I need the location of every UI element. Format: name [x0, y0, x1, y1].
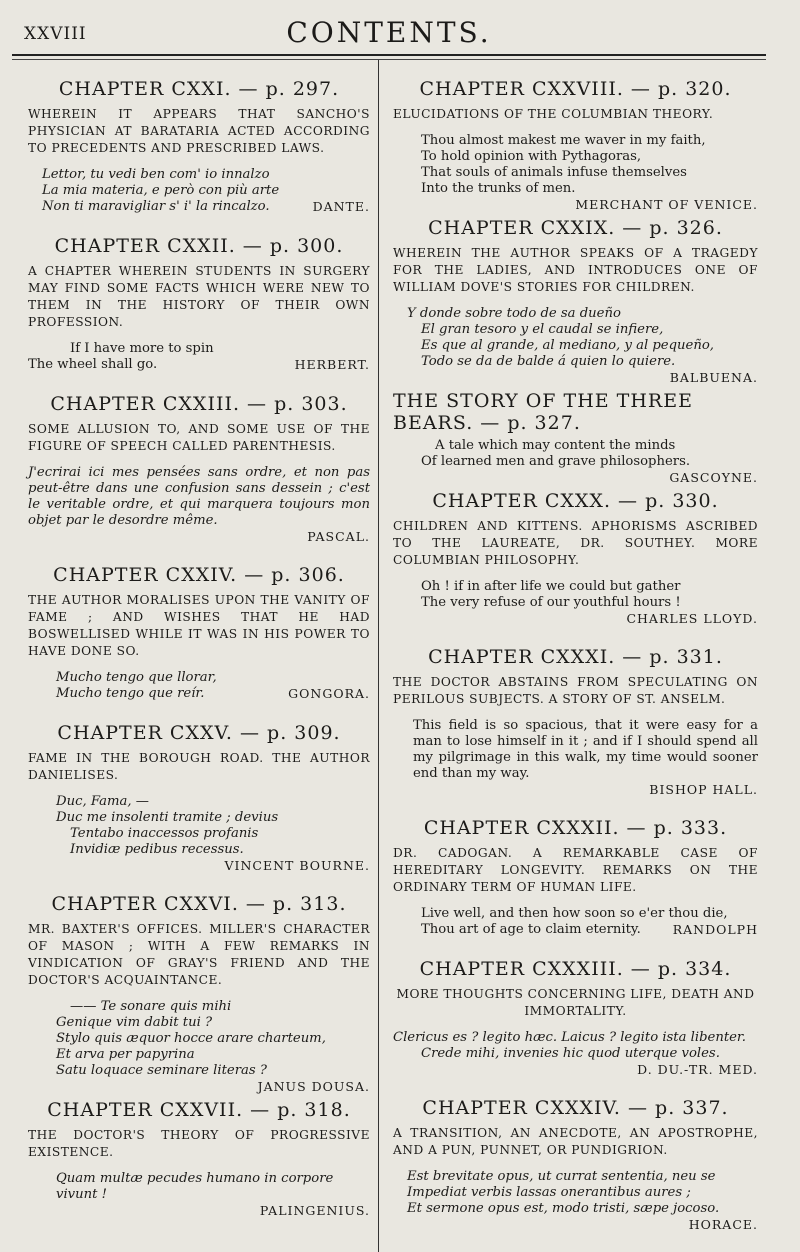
- epigraph-line: Clericus es ? legito hæc. Laicus ? legito ista libenter.: [393, 1030, 746, 1045]
- epigraph: [393, 306, 758, 385]
- chapter-description: THE DOCTOR ABSTAINS FROM SPECULATING ON PERILOUS SUBJECTS. A STORY OF ST. ANSELM.: [393, 675, 758, 706]
- epigraph-line: Es que al grande, al mediano, y al pequeño,: [421, 338, 714, 353]
- chapter-title: CHAPTER CXXV. — p. 309.: [57, 722, 341, 744]
- attribution: MERCHANT OF VENICE.: [575, 197, 758, 212]
- epigraph: [28, 999, 370, 1094]
- epigraph-line: Genique vim dabit tui ?: [56, 1015, 213, 1030]
- chapter-description: DR. CADOGAN. A REMARKABLE CASE OF HEREDITARY LONGEVITY. REMARKS ON THE ORDINARY TERM OF HUMAN LIFE.: [393, 846, 758, 894]
- epigraph-line: [28, 686, 370, 702]
- chapter-entry: [28, 1099, 370, 1218]
- chapter-entry: [28, 235, 370, 373]
- chapter-entry: [393, 490, 758, 626]
- chapter-title: CHAPTER CXXIX. — p. 326.: [428, 217, 723, 239]
- chapter-title: CHAPTER CXXXIII. — p. 334.: [419, 958, 732, 980]
- page-header: [12, 14, 766, 56]
- chapter-entry: [393, 217, 758, 385]
- running-title: CONTENTS.: [286, 16, 492, 49]
- chapter-description: A CHAPTER WHEREIN STUDENTS IN SURGERY MAY FIND SOME FACTS WHICH WERE NEW TO THEM IN THE HISTORY OF THEIR OWN PROFESSION.: [28, 264, 370, 329]
- attribution: BALBUENA.: [669, 370, 758, 385]
- chapter-entry: [393, 646, 758, 797]
- epigraph: [393, 906, 758, 938]
- chapter-description: FAME IN THE BOROUGH ROAD. THE AUTHOR DANIELISES.: [28, 751, 370, 782]
- epigraph-line: [393, 354, 758, 385]
- epigraph-line: [28, 357, 370, 373]
- epigraph-line: [393, 454, 758, 485]
- chapter-description: MORE THOUGHTS CONCERNING LIFE, DEATH AND IMMORTALITY.: [396, 987, 755, 1018]
- epigraph-line: J'ecrirai ici mes pensées sans ordre, et non pas peut-être dans une confusion sans dessein ; c'est le veritable ordre, et qui marquera toujours mon objet par le desordre même.: [28, 465, 370, 528]
- attribution: JANUS DOUSA.: [257, 1079, 370, 1094]
- epigraph-line: Crede mihi, invenies hic quod uterque voles.: [421, 1046, 720, 1061]
- epigraph-line: Et sermone opus est, modo tristi, sæpe jocoso.: [407, 1201, 720, 1216]
- attribution: PASCAL.: [307, 529, 370, 544]
- epigraph: [28, 167, 370, 215]
- chapter-title: CHAPTER CXXXIV. — p. 337.: [422, 1097, 729, 1119]
- epigraph-line: [393, 922, 758, 938]
- chapter-description: THE AUTHOR MORALISES UPON THE VANITY OF FAME ; AND WISHES THAT HE HAD BOSWELLISED WHILE IT WAS IN HIS POWER TO HAVE DONE SO.: [28, 593, 370, 658]
- epigraph: [28, 465, 370, 544]
- epigraph-line: Live well, and then how soon so e'er thou die,: [421, 906, 728, 921]
- attribution: GONGORA.: [288, 686, 370, 701]
- epigraph: [28, 1171, 370, 1218]
- chapter-entry: [393, 817, 758, 938]
- attribution: DANTE.: [312, 199, 370, 214]
- epigraph-line: Et arva per papyrina: [56, 1047, 195, 1062]
- chapter-title: CHAPTER CXXVIII. — p. 320.: [419, 78, 732, 100]
- right-column: [378, 60, 766, 1252]
- epigraph-line: Quam multæ pecudes humano in corpore vivunt !: [56, 1171, 334, 1202]
- epigraph-text: Non ti maravigliar s' i' la rincalzo.: [42, 199, 270, 214]
- chapter-entry: [28, 78, 370, 215]
- epigraph-line: Impediat verbis lassas onerantibus aures ;: [407, 1185, 691, 1200]
- epigraph: [393, 1030, 758, 1077]
- chapter-description: A TRANSITION, AN ANECDOTE, AN APOSTROPHE, AND A PUN, PUNNET, OR PUNDIGRION.: [393, 1126, 758, 1157]
- attribution: BISHOP HALL.: [649, 782, 758, 797]
- epigraph-line: Duc me insolenti tramite ; devius: [56, 810, 279, 825]
- attribution: RANDOLPH: [672, 922, 758, 937]
- chapter-entry: [393, 958, 758, 1077]
- attribution: VINCENT BOURNE.: [224, 858, 370, 873]
- chapter-description: WHEREIN IT APPEARS THAT SANCHO'S PHYSICIAN AT BARATARIA ACTED ACCORDING TO PRECEDENTS AND PRESCRIBED LAWS.: [28, 107, 370, 155]
- epigraph-line: Tentabo inaccessos profanis: [70, 826, 259, 841]
- epigraph: [393, 133, 758, 212]
- epigraph-line: Duc, Fama, —: [56, 794, 149, 809]
- epigraph: [393, 579, 758, 626]
- epigraph-line: To hold opinion with Pythagoras,: [421, 149, 642, 164]
- chapter-entry: [28, 393, 370, 544]
- epigraph: [28, 670, 370, 702]
- epigraph-line: Oh ! if in after life we could but gather: [421, 579, 681, 594]
- epigraph-line: Stylo quis æquor hocce arare charteum,: [56, 1031, 326, 1046]
- epigraph-line: A tale which may content the minds: [435, 438, 676, 453]
- epigraph-line: If I have more to spin: [70, 341, 214, 356]
- epigraph-text: Satu loquace seminare literas ?: [56, 1063, 267, 1078]
- chapter-title: CHAPTER CXXXII. — p. 333.: [423, 817, 728, 839]
- chapter-title: CHAPTER CXXIII. — p. 303.: [50, 393, 348, 415]
- attribution: GASCOYNE.: [669, 470, 758, 485]
- epigraph-line: El gran tesoro y el caudal se infiere,: [421, 322, 664, 337]
- chapter-entry: [28, 893, 370, 1094]
- contents-columns: [12, 60, 766, 1252]
- epigraph-line: Y donde sobre todo de sa dueño: [407, 306, 621, 321]
- epigraph-line: —— Te sonare quis mihi: [70, 999, 232, 1014]
- epigraph-line: Mucho tengo que llorar,: [56, 670, 217, 685]
- chapter-title: CHAPTER CXXII. — p. 300.: [54, 235, 344, 257]
- epigraph-line: This field is so spacious, that it were easy for a man to lose himself in it ; and if I should spend all my pilgrimage in this walk, my time would sooner end than my way.: [413, 718, 758, 781]
- epigraph: [28, 794, 370, 873]
- chapter-description: ELUCIDATIONS OF THE COLUMBIAN THEORY.: [393, 107, 714, 121]
- chapter-description: MR. BAXTER'S OFFICES. MILLER'S CHARACTER OF MASON ; WITH A FEW REMARKS IN VINDICATION OF GRAY'S FRIEND AND THE DOCTOR'S ACQUAINTANCE.: [28, 922, 370, 987]
- chapter-entry: [393, 1097, 758, 1232]
- epigraph-text: Mucho tengo que reír.: [56, 686, 205, 701]
- epigraph-text: Thou art of age to claim eternity.: [421, 922, 641, 937]
- epigraph-line: Lettor, tu vedi ben com' io innalzo: [42, 167, 270, 182]
- chapter-entry: [28, 564, 370, 702]
- attribution: HORACE.: [688, 1217, 758, 1232]
- epigraph: [28, 341, 370, 373]
- attribution: CHARLES LLOYD.: [626, 611, 758, 626]
- epigraph: [393, 718, 758, 797]
- epigraph: [393, 1169, 758, 1232]
- epigraph-line: La mia materia, e però con più arte: [42, 183, 280, 198]
- chapter-title: CHAPTER CXXVII. — p. 318.: [47, 1099, 351, 1121]
- story-title: THE STORY OF THE THREE BEARS. — p. 327.: [393, 390, 693, 434]
- epigraph-line: [28, 1063, 370, 1094]
- epigraph: [393, 438, 758, 485]
- epigraph-line: [28, 199, 370, 215]
- chapter-title: CHAPTER CXXIV. — p. 306.: [53, 564, 345, 586]
- epigraph-line: Invidiæ pedibus recessus.: [70, 842, 244, 857]
- chapter-title: CHAPTER CXXXI. — p. 331.: [428, 646, 723, 668]
- epigraph-text: Into the trunks of men.: [421, 181, 576, 196]
- chapter-description: SOME ALLUSION TO, AND SOME USE OF THE FIGURE OF SPEECH CALLED PARENTHESIS.: [28, 422, 370, 453]
- attribution: D. DU.-TR. MED.: [637, 1062, 758, 1077]
- chapter-entry: [28, 722, 370, 873]
- epigraph-text: The wheel shall go.: [28, 357, 158, 372]
- chapter-title: CHAPTER CXXVI. — p. 313.: [51, 893, 347, 915]
- chapter-entry: [393, 78, 758, 212]
- page-number: XXVIII: [24, 24, 87, 44]
- epigraph-line: That souls of animals infuse themselves: [421, 165, 687, 180]
- chapter-title: CHAPTER CXXX. — p. 330.: [432, 490, 719, 512]
- attribution: HERBERT.: [294, 357, 370, 372]
- epigraph-line: The very refuse of our youthful hours !: [421, 595, 681, 610]
- chapter-description: CHILDREN AND KITTENS. APHORISMS ASCRIBED TO THE LAUREATE, DR. SOUTHEY. MORE COLUMBIAN PHILOSOPHY.: [393, 519, 758, 567]
- left-column: [12, 60, 378, 1252]
- chapter-title: CHAPTER CXXI. — p. 297.: [58, 78, 340, 100]
- attribution: PALINGENIUS.: [259, 1203, 370, 1218]
- epigraph-line: [393, 181, 758, 212]
- chapter-description: WHEREIN THE AUTHOR SPEAKS OF A TRAGEDY FOR THE LADIES, AND INTRODUCES ONE OF WILLIAM DOVE'S STORIES FOR CHILDREN.: [393, 246, 758, 294]
- epigraph-text: Of learned men and grave philosophers.: [421, 454, 691, 469]
- chapter-entry: [393, 390, 758, 485]
- epigraph-line: Thou almost makest me waver in my faith,: [421, 133, 706, 148]
- epigraph-line: Est brevitate opus, ut currat sententia, neu se: [407, 1169, 716, 1184]
- chapter-description: THE DOCTOR'S THEORY OF PROGRESSIVE EXISTENCE.: [28, 1128, 370, 1159]
- epigraph-text: Todo se da de balde á quien lo quiere.: [421, 354, 676, 369]
